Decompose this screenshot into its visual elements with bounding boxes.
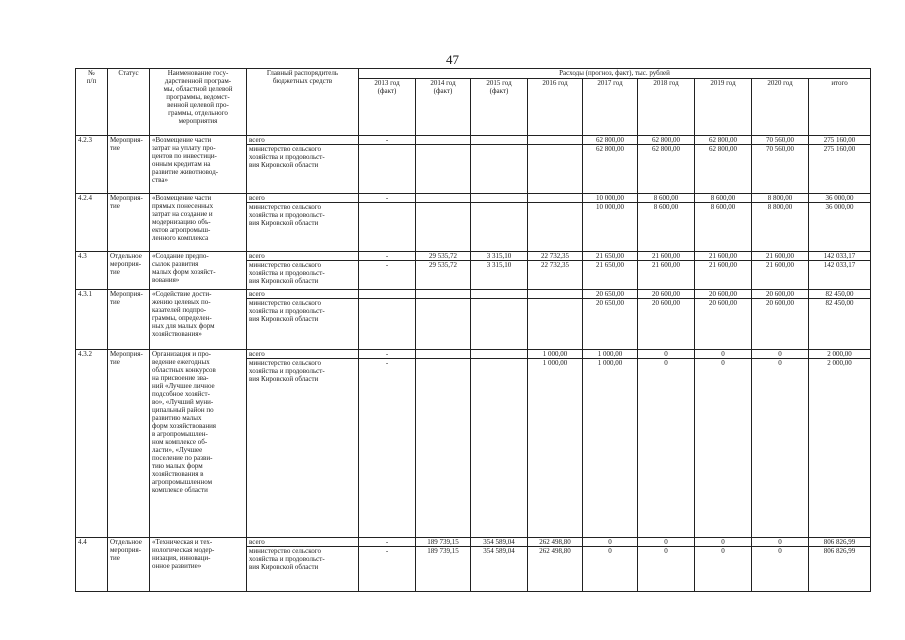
value-cell: 1 000,00 [528, 350, 583, 359]
text-line: ний «Лучшее личное [152, 382, 215, 390]
value-cell: 62 800,00 [695, 145, 752, 194]
text-line: Наименование госу- [167, 69, 229, 77]
value-cell [528, 194, 583, 203]
text-line: тие [110, 144, 120, 152]
text-line: ведение ежегодных [152, 358, 210, 366]
value-cell: 142 033,17 [809, 261, 871, 290]
value-cell [359, 299, 416, 350]
value-cell [359, 145, 416, 194]
text-line: жению целевых по- [152, 298, 211, 306]
value-cell [359, 290, 416, 299]
value-cell: 36 000,00 [809, 194, 871, 203]
value-cell: 10 000,00 [583, 203, 638, 252]
text-line: областных конкурсов [152, 366, 216, 374]
text-line: Мероприя- [110, 350, 143, 358]
value-cell [416, 359, 471, 538]
row-name [150, 350, 247, 538]
text-line: (факт) [377, 87, 397, 95]
text-line: всего [249, 136, 265, 144]
text-line: 2017 год [597, 79, 623, 87]
header-year-8 [809, 79, 871, 136]
row-number [76, 538, 108, 592]
row-number [76, 350, 108, 538]
text-line: вия Кировской области [249, 315, 319, 323]
value-cell: 8 800,00 [752, 203, 809, 252]
text-line: ектов агропромыш- [152, 226, 211, 234]
text-line: тие [110, 202, 120, 210]
row-status [108, 538, 150, 592]
text-line: 2014 год [430, 79, 456, 87]
text-line: 2018 год [653, 79, 679, 87]
value-cell [471, 359, 528, 538]
row-status [108, 252, 150, 290]
text-line: Отдельное [110, 252, 142, 260]
text-line: Организация и про- [152, 350, 211, 358]
value-cell [416, 136, 471, 145]
row-number [76, 252, 108, 290]
value-cell: 0 [752, 359, 809, 538]
header-year-7 [752, 79, 809, 136]
text-line: «Возмещение части [152, 136, 212, 144]
value-cell [416, 203, 471, 252]
text-line: центов по инвестици- [152, 152, 217, 160]
value-cell: 20 600,00 [638, 299, 695, 350]
value-cell: - [359, 136, 416, 145]
value-cell [471, 136, 528, 145]
value-cell: 275 160,00 [809, 145, 871, 194]
value-cell: 8 800,00 [752, 194, 809, 203]
value-cell: 189 739,15 [416, 538, 471, 547]
text-line: министерство сельского [249, 203, 321, 211]
text-line: № [88, 69, 95, 77]
text-line: Мероприя- [110, 194, 143, 202]
row-admin [247, 194, 359, 203]
text-line: Отдельное [110, 538, 142, 546]
row-name [150, 538, 247, 592]
table-row [76, 350, 871, 359]
text-line: развитие животновод- [152, 168, 219, 176]
value-cell: 1 000,00 [528, 359, 583, 538]
text-line: министерство сельского [249, 359, 321, 367]
header-year-6 [695, 79, 752, 136]
value-cell: 21 650,00 [583, 261, 638, 290]
text-line: форм хозяйствования [152, 422, 217, 430]
value-cell: 2 000,00 [809, 350, 871, 359]
value-cell: 275 160,00 [809, 136, 871, 145]
text-line: (факт) [489, 87, 509, 95]
value-cell: - [359, 538, 416, 547]
row-admin [247, 252, 359, 261]
value-cell: 8 600,00 [695, 194, 752, 203]
row-admin [247, 203, 359, 252]
text-line: всего [249, 350, 265, 358]
value-cell: 70 560,00 [752, 145, 809, 194]
row-status [108, 136, 150, 194]
value-cell [359, 203, 416, 252]
text-line: тие [110, 358, 120, 366]
value-cell: 70 560,00 [752, 136, 809, 145]
text-line: вия Кировской области [249, 161, 319, 169]
text-line: 4.3.2 [78, 350, 92, 358]
row-admin [247, 547, 359, 592]
text-line: хозяйства и продовольст- [249, 307, 325, 315]
header-year-4 [583, 79, 638, 136]
text-line: министерство сельского [249, 299, 321, 307]
text-line: всего [249, 252, 265, 260]
value-cell: 21 650,00 [583, 252, 638, 261]
row-name [150, 194, 247, 252]
value-cell: 142 033,17 [809, 252, 871, 261]
row-number [76, 136, 108, 194]
row-status [108, 290, 150, 350]
row-admin [247, 299, 359, 350]
value-cell: 806 826,99 [809, 538, 871, 547]
text-line: ципальный район по [152, 406, 214, 414]
value-cell [471, 299, 528, 350]
value-cell [471, 194, 528, 203]
row-admin [247, 350, 359, 359]
text-line: министерство сельского [249, 547, 321, 555]
value-cell: 0 [695, 359, 752, 538]
text-line: Главный распорядитель [266, 69, 339, 77]
value-cell: 62 800,00 [638, 145, 695, 194]
value-cell: 21 600,00 [638, 252, 695, 261]
value-cell: 21 600,00 [695, 252, 752, 261]
text-line: 4.3.1 [78, 290, 92, 298]
text-line: казателей подпро- [152, 306, 207, 314]
value-cell: 0 [638, 538, 695, 547]
text-line: тие [110, 268, 120, 276]
row-admin [247, 538, 359, 547]
value-cell: - [359, 359, 416, 538]
text-line: тие [110, 298, 120, 306]
text-line: 4.2.3 [78, 136, 92, 144]
text-line: поселение по разви- [152, 454, 213, 462]
text-line: тию малых форм [152, 462, 203, 470]
value-cell: 0 [752, 350, 809, 359]
value-cell: 82 450,00 [809, 290, 871, 299]
text-line: «Техническая и тех- [152, 538, 213, 546]
row-status [108, 194, 150, 252]
text-line: модернизацию объ- [152, 218, 211, 226]
text-line: вия Кировской области [249, 375, 319, 383]
value-cell: 1 000,00 [583, 350, 638, 359]
value-cell: 21 600,00 [695, 261, 752, 290]
page-number: 47 [446, 52, 459, 67]
text-line: 2013 год [374, 79, 400, 87]
value-cell: 0 [638, 547, 695, 592]
text-line: мероприятия [178, 117, 218, 125]
text-line: 2019 год [710, 79, 736, 87]
row-name [150, 290, 247, 350]
row-status [108, 350, 150, 538]
header-row [76, 69, 871, 79]
text-line: вия Кировской области [249, 219, 319, 227]
value-cell [528, 145, 583, 194]
text-line: вования» [152, 276, 180, 284]
text-line: бюджетных средств [272, 77, 333, 85]
text-line: граммы, определен- [152, 314, 212, 322]
header-year-5 [638, 79, 695, 136]
value-cell: 21 600,00 [752, 261, 809, 290]
text-line: программы, ведомст- [166, 93, 230, 101]
value-cell: 10 000,00 [583, 194, 638, 203]
value-cell: 806 826,99 [809, 547, 871, 592]
header-year-1 [416, 79, 471, 136]
text-line: 4.2.4 [78, 194, 92, 202]
table-row [76, 194, 871, 203]
text-line: хозяйствования в [152, 470, 204, 478]
value-cell: 0 [695, 547, 752, 592]
value-cell: 3 315,10 [471, 252, 528, 261]
text-line: всего [249, 538, 265, 546]
value-cell: 62 800,00 [583, 145, 638, 194]
text-line: развитию малых [152, 414, 202, 422]
row-admin [247, 359, 359, 538]
value-cell [528, 290, 583, 299]
header-expenses: Расходы (прогноз, факт), тыс. рублей [359, 69, 871, 79]
text-line: онное развитие» [152, 562, 202, 570]
value-cell: 0 [752, 547, 809, 592]
text-line: агропромышленном [152, 478, 213, 486]
value-cell: 20 600,00 [695, 290, 752, 299]
value-cell: 262 498,80 [528, 538, 583, 547]
value-cell: 0 [752, 538, 809, 547]
text-line: на присвоение зва- [152, 374, 209, 382]
text-line: комплексе области [152, 486, 208, 494]
expenses-table [75, 68, 871, 592]
row-admin [247, 290, 359, 299]
value-cell [471, 203, 528, 252]
value-cell [471, 350, 528, 359]
value-cell [416, 350, 471, 359]
value-cell: 20 600,00 [695, 299, 752, 350]
text-line: тие [110, 554, 120, 562]
text-line: граммы, отдельного [168, 109, 228, 117]
value-cell: 20 650,00 [583, 290, 638, 299]
text-line: всего [249, 290, 265, 298]
text-line: министерство сельского [249, 145, 321, 153]
value-cell: 21 600,00 [752, 252, 809, 261]
value-cell: 0 [695, 538, 752, 547]
text-line: министерство сельского [249, 261, 321, 269]
value-cell: 21 600,00 [638, 261, 695, 290]
value-cell [528, 136, 583, 145]
value-cell: 20 650,00 [583, 299, 638, 350]
value-cell: 29 535,72 [416, 261, 471, 290]
value-cell: 262 498,80 [528, 547, 583, 592]
value-cell: 189 739,15 [416, 547, 471, 592]
text-line: ласти», «Лучшее [152, 446, 203, 454]
text-line: затрат на создание и [152, 210, 213, 218]
text-line: ленного комплекса [152, 234, 209, 242]
text-line: вия Кировской области [249, 563, 319, 571]
text-line: хозяйства и продовольст- [249, 269, 325, 277]
value-cell: 29 535,72 [416, 252, 471, 261]
value-cell: 22 732,35 [528, 252, 583, 261]
text-line: подсобное хозяйст- [152, 390, 210, 398]
value-cell: 22 732,35 [528, 261, 583, 290]
value-cell: 62 800,00 [583, 136, 638, 145]
text-line: мероприя- [110, 546, 142, 554]
text-line: дарственной програм- [164, 77, 232, 85]
header-year-2 [471, 79, 528, 136]
text-line: 4.3 [78, 252, 87, 260]
text-line: хозяйства и продовольст- [249, 555, 325, 563]
text-line: ных для малых форм [152, 322, 215, 330]
value-cell: 1 000,00 [583, 359, 638, 538]
text-line: малых форм хозяйст- [152, 268, 216, 276]
text-line: Мероприя- [110, 136, 143, 144]
row-admin [247, 136, 359, 145]
text-line: хозяйства и продовольст- [249, 367, 325, 375]
text-line: Мероприя- [110, 290, 143, 298]
text-line: Статус [118, 69, 139, 77]
value-cell: 3 315,10 [471, 261, 528, 290]
value-cell: 20 600,00 [752, 290, 809, 299]
value-cell: 0 [638, 350, 695, 359]
row-admin [247, 261, 359, 290]
value-cell [471, 290, 528, 299]
value-cell: 36 000,00 [809, 203, 871, 252]
table-row [76, 136, 871, 145]
text-line: «Содействие дости- [152, 290, 212, 298]
value-cell: 62 800,00 [638, 136, 695, 145]
row-number [76, 290, 108, 350]
value-cell: - [359, 350, 416, 359]
value-cell: 2 000,00 [809, 359, 871, 538]
row-admin [247, 145, 359, 194]
text-line: затрат на уплату про- [152, 144, 216, 152]
header-no [76, 69, 108, 136]
value-cell [416, 299, 471, 350]
value-cell [471, 145, 528, 194]
text-line: хозяйствования» [152, 330, 202, 338]
text-line: сылок развития [152, 260, 199, 268]
text-line: венной целевой про- [167, 101, 229, 109]
table-row [76, 252, 871, 261]
value-cell: 8 600,00 [638, 203, 695, 252]
value-cell: 0 [638, 359, 695, 538]
value-cell: - [359, 252, 416, 261]
value-cell: 8 600,00 [695, 203, 752, 252]
text-line: п/п [86, 77, 97, 85]
value-cell: - [359, 194, 416, 203]
value-cell [416, 194, 471, 203]
table-row [76, 538, 871, 547]
text-line: итого [831, 79, 848, 87]
value-cell: - [359, 547, 416, 592]
value-cell: 82 450,00 [809, 299, 871, 350]
value-cell [528, 203, 583, 252]
header-year-0 [359, 79, 416, 136]
value-cell: 0 [695, 350, 752, 359]
text-line: 2016 год [542, 79, 568, 87]
row-name [150, 136, 247, 194]
header-admin [247, 69, 359, 136]
text-line: ном комплексе об- [152, 438, 208, 446]
row-number [76, 194, 108, 252]
text-line: нологическая модер- [152, 546, 215, 554]
text-line: в агропромышлен- [152, 430, 208, 438]
text-line: «Создание предпо- [152, 252, 209, 260]
value-cell: 0 [583, 538, 638, 547]
text-line: 4.4 [78, 538, 87, 546]
header-status [108, 69, 150, 136]
text-line: прямых понесенных [152, 202, 214, 210]
header-name [150, 69, 247, 136]
text-line: мы, областной целевой [163, 85, 233, 93]
table-row [76, 290, 871, 299]
row-name [150, 252, 247, 290]
value-cell: 20 600,00 [638, 290, 695, 299]
value-cell [528, 299, 583, 350]
text-line: 2015 год [486, 79, 512, 87]
text-line: всего [249, 194, 265, 202]
text-line: онным кредитам на [152, 160, 211, 168]
value-cell: 62 800,00 [695, 136, 752, 145]
text-line: хозяйства и продовольст- [249, 211, 325, 219]
text-line: 2020 год [767, 79, 793, 87]
value-cell [416, 290, 471, 299]
value-cell: 20 600,00 [752, 299, 809, 350]
value-cell: 354 589,04 [471, 547, 528, 592]
text-line: мероприя- [110, 260, 142, 268]
text-line: вия Кировской области [249, 277, 319, 285]
header-year-3 [528, 79, 583, 136]
value-cell: 354 589,04 [471, 538, 528, 547]
value-cell: 0 [583, 547, 638, 592]
text-line: ства» [152, 176, 168, 184]
value-cell: - [359, 261, 416, 290]
value-cell: 8 600,00 [638, 194, 695, 203]
text-line: «Возмещение части [152, 194, 212, 202]
value-cell [416, 145, 471, 194]
text-line: во», «Лучший муни- [152, 398, 214, 406]
text-line: низация, инноваци- [152, 554, 211, 562]
text-line: (факт) [433, 87, 453, 95]
text-line: хозяйства и продовольст- [249, 153, 325, 161]
